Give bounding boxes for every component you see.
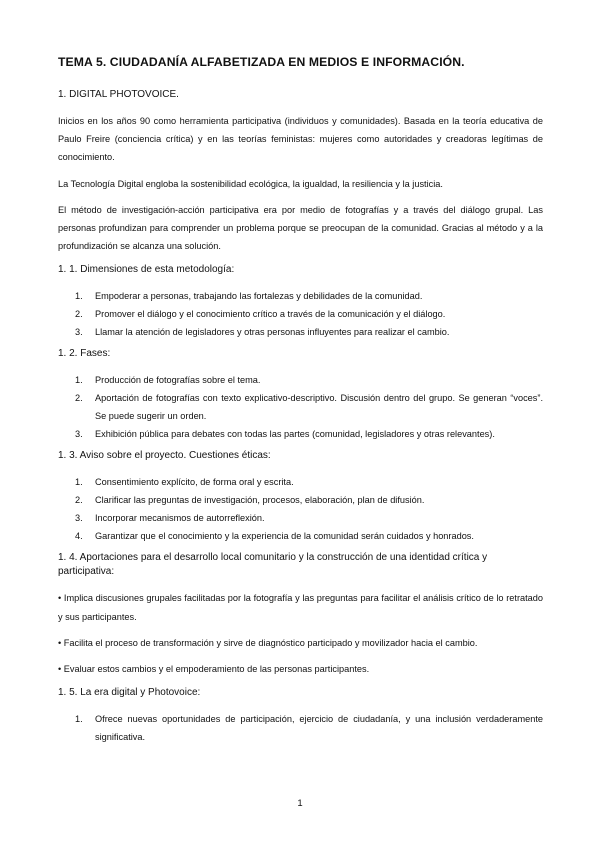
section-heading-1-2: 1. 2. Fases: (58, 348, 111, 360)
dimensions-list (58, 287, 543, 341)
list-number: 1. (75, 291, 83, 302)
list-item (58, 425, 543, 443)
list-number: 1. (75, 477, 83, 488)
list-item (58, 371, 543, 389)
list-item-text: Incorporar mecanismos de autorreflexión. (95, 513, 265, 524)
paragraph: Inicios en los años 90 como herramienta participativa (individuos y comunidades). Basada en la teoría educativa de Paulo Freire (conciencia crítica) y en las teorías feministas: mujeres como autoridades y creadoras legítimas de conocimiento. (58, 116, 543, 163)
list-number: 2. (75, 393, 83, 404)
list-item-text: Ofrece nuevas oportunidades de participación, ejercicio de ciudadanía, y una inclusión verdaderamente significativa. (95, 714, 543, 743)
bullet-paragraph: • Evaluar estos cambios y el empoderamiento de las personas participantes. (58, 664, 370, 675)
list-item-text: Llamar la atención de legisladores y otras personas influyentes para realizar el cambio. (95, 327, 450, 338)
section-heading-1-5: 1. 5. La era digital y Photovoice: (58, 687, 201, 699)
list-item (58, 710, 543, 746)
list-item (58, 305, 543, 323)
section-heading-1-1: 1. 1. Dimensiones de esta metodología: (58, 264, 235, 276)
paragraph: La Tecnología Digital engloba la sostenibilidad ecológica, la igualdad, la resiliencia y la justicia. (58, 178, 443, 189)
list-number: 1. (75, 375, 83, 386)
list-item (58, 287, 543, 305)
list-item (58, 473, 543, 491)
list-item-text: Garantizar que el conocimiento y la experiencia de la comunidad serán cuidados y honrados. (95, 531, 474, 542)
list-number: 1. (75, 714, 83, 725)
list-number: 2. (75, 309, 83, 320)
list-item-text: Clarificar las preguntas de investigación, procesos, elaboración, plan de difusión. (95, 495, 425, 506)
list-item (58, 389, 543, 425)
list-number: 4. (75, 531, 83, 542)
list-item (58, 491, 543, 509)
list-number: 3. (75, 513, 83, 524)
document-title: TEMA 5. CIUDADANÍA ALFABETIZADA EN MEDIOS E INFORMACIÓN. (58, 55, 465, 69)
list-item-text: Producción de fotografías sobre el tema. (95, 375, 261, 386)
list-number: 3. (75, 429, 83, 440)
list-item (58, 527, 543, 545)
list-item-text: Exhibición pública para debates con todas las partes (comunidad, legisladores y otras relevantes). (95, 429, 495, 440)
list-number: 2. (75, 495, 83, 506)
section-heading-1-3: 1. 3. Aviso sobre el proyecto. Cuestiones éticas: (58, 450, 271, 462)
phases-list (58, 371, 543, 443)
list-item (58, 509, 543, 527)
section-heading-1-4: 1. 4. Aportaciones para el desarrollo local comunitario y la construcción de una identidad crítica y participativa: (58, 552, 488, 578)
list-item (58, 323, 543, 341)
bullet-paragraph: • Facilita el proceso de transformación y sirve de diagnóstico participado y movilizador hacia el cambio. (58, 637, 478, 648)
section-heading-1: 1. DIGITAL PHOTOVOICE. (58, 89, 179, 100)
list-number: 3. (75, 327, 83, 338)
digital-era-list (58, 710, 543, 746)
list-item-text: Promover el diálogo y el conocimiento crítico a través de la comunicación y el diálogo. (95, 309, 446, 320)
list-item-text: Consentimiento explícito, de forma oral y escrita. (95, 477, 294, 488)
bullet-paragraph: • Implica discusiones grupales facilitadas por la fotografía y las preguntas para facilitar el análisis crítico de lo retratado y sus participantes. (58, 593, 543, 622)
ethics-list (58, 473, 543, 545)
paragraph: El método de investigación-acción participativa era por medio de fotografías y a través del diálogo grupal. Las personas profundizan para comprender un problema porque se preocupan de la comunidad. Gracias al método y a la profundización se alcanza una solución. (58, 204, 543, 252)
list-item-text: Aportación de fotografías con texto explicativo-descriptivo. Discusión dentro del grupo. Se generan “voces”. Se puede sugerir un orden. (95, 393, 543, 422)
page-number: 1 (297, 798, 303, 809)
list-item-text: Empoderar a personas, trabajando las fortalezas y debilidades de la comunidad. (95, 291, 423, 302)
